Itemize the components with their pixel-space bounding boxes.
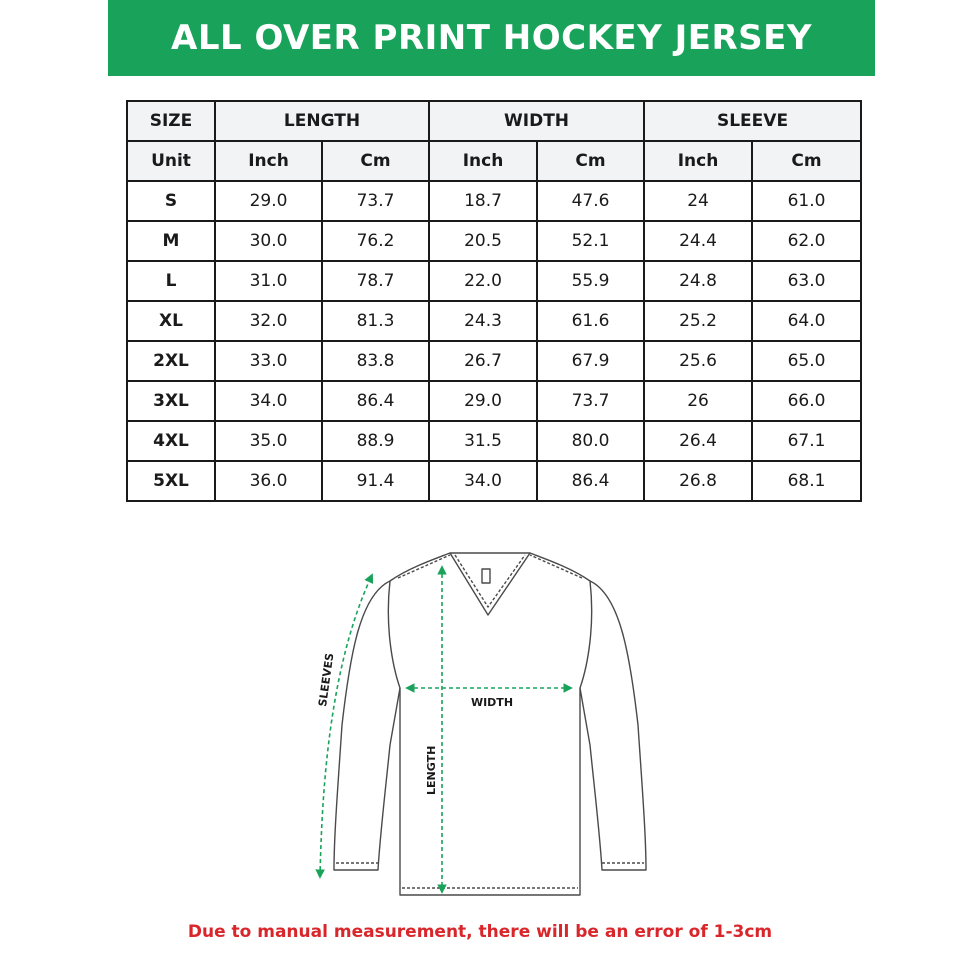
table-row — [127, 261, 861, 301]
measurement-cell: 61.6 — [537, 301, 644, 341]
unit-length-cm: Cm — [322, 141, 429, 181]
measurement-cell: 86.4 — [537, 461, 644, 501]
table-row — [127, 381, 861, 421]
measurement-cell: 65.0 — [752, 341, 861, 381]
measurement-cell: 73.7 — [322, 181, 429, 221]
measurement-cell: 22.0 — [429, 261, 537, 301]
measurement-cell: 26.8 — [644, 461, 752, 501]
measurement-cell: 67.9 — [537, 341, 644, 381]
table-row — [127, 301, 861, 341]
measurement-cell: 88.9 — [322, 421, 429, 461]
jersey-illustration — [290, 545, 670, 910]
measurement-cell: 61.0 — [752, 181, 861, 221]
measurement-cell: 29.0 — [429, 381, 537, 421]
measurement-cell: 30.0 — [215, 221, 322, 261]
unit-sleeve-cm: Cm — [752, 141, 861, 181]
size-cell: S — [127, 181, 215, 221]
measurement-cell: 81.3 — [322, 301, 429, 341]
length-label: LENGTH — [425, 745, 438, 795]
size-chart-table — [126, 100, 862, 502]
measurement-cell: 31.0 — [215, 261, 322, 301]
measurement-cell: 33.0 — [215, 341, 322, 381]
size-cell: 4XL — [127, 421, 215, 461]
jersey-diagram — [290, 545, 670, 910]
measurement-cell: 47.6 — [537, 181, 644, 221]
measurement-note: Due to manual measurement, there will be an error of 1-3cm — [187, 922, 773, 942]
measurement-cell: 80.0 — [537, 421, 644, 461]
measurement-cell: 24.8 — [644, 261, 752, 301]
width-label: WIDTH — [470, 696, 514, 709]
unit-width-cm: Cm — [537, 141, 644, 181]
measurement-cell: 32.0 — [215, 301, 322, 341]
size-cell: 3XL — [127, 381, 215, 421]
measurement-cell: 18.7 — [429, 181, 537, 221]
measurement-cell: 64.0 — [752, 301, 861, 341]
header-width: WIDTH — [429, 101, 644, 141]
measurement-cell: 55.9 — [537, 261, 644, 301]
measurement-cell: 63.0 — [752, 261, 861, 301]
header-sleeve: SLEEVE — [644, 101, 861, 141]
measurement-cell: 34.0 — [429, 461, 537, 501]
measurement-cell: 83.8 — [322, 341, 429, 381]
measurement-cell: 78.7 — [322, 261, 429, 301]
measurement-cell: 67.1 — [752, 421, 861, 461]
measurement-cell: 31.5 — [429, 421, 537, 461]
measurement-cell: 26.7 — [429, 341, 537, 381]
header-length: LENGTH — [215, 101, 429, 141]
unit-label: Unit — [127, 141, 215, 181]
measurement-cell: 26 — [644, 381, 752, 421]
table-row — [127, 341, 861, 381]
page-title: ALL OVER PRINT HOCKEY JERSEY — [108, 0, 875, 76]
unit-sleeve-inch: Inch — [644, 141, 752, 181]
size-cell: 2XL — [127, 341, 215, 381]
table-row — [127, 181, 861, 221]
measurement-cell: 20.5 — [429, 221, 537, 261]
sleeves-label: SLEEVES — [316, 652, 337, 708]
measurement-cell: 66.0 — [752, 381, 861, 421]
unit-length-inch: Inch — [215, 141, 322, 181]
table-row — [127, 461, 861, 501]
measurement-cell: 68.1 — [752, 461, 861, 501]
measurement-cell: 24.3 — [429, 301, 537, 341]
measurement-cell: 36.0 — [215, 461, 322, 501]
measurement-cell: 25.2 — [644, 301, 752, 341]
size-cell: M — [127, 221, 215, 261]
measurement-cell: 35.0 — [215, 421, 322, 461]
measurement-cell: 76.2 — [322, 221, 429, 261]
measurement-cell: 91.4 — [322, 461, 429, 501]
measurement-cell: 24.4 — [644, 221, 752, 261]
measurement-cell: 25.6 — [644, 341, 752, 381]
measurement-cell: 29.0 — [215, 181, 322, 221]
header-size: SIZE — [127, 101, 215, 141]
measurement-cell: 24 — [644, 181, 752, 221]
measurement-cell: 34.0 — [215, 381, 322, 421]
measurement-cell: 73.7 — [537, 381, 644, 421]
measurement-cell: 62.0 — [752, 221, 861, 261]
measurement-cell: 86.4 — [322, 381, 429, 421]
table-row — [127, 421, 861, 461]
table-row — [127, 221, 861, 261]
size-cell: L — [127, 261, 215, 301]
measurement-cell: 26.4 — [644, 421, 752, 461]
table-unit-row — [127, 141, 861, 181]
measurement-cell: 52.1 — [537, 221, 644, 261]
unit-width-inch: Inch — [429, 141, 537, 181]
size-cell: XL — [127, 301, 215, 341]
table-header-row — [127, 101, 861, 141]
size-cell: 5XL — [127, 461, 215, 501]
